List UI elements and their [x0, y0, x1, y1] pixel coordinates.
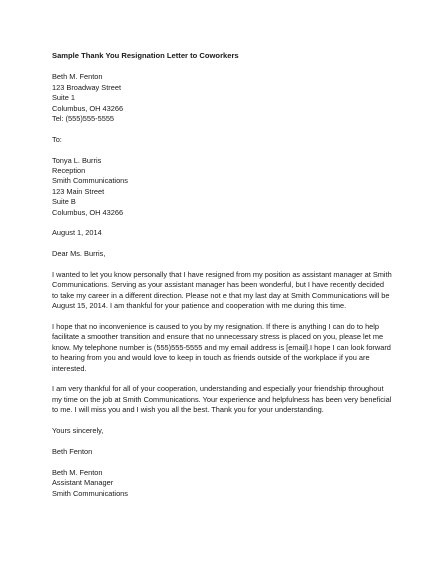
- recipient-city: Columbus, OH 43266: [52, 207, 124, 217]
- signoff-company: Smith Communications: [52, 488, 128, 498]
- sender-name: Beth M. Fenton: [52, 72, 103, 82]
- signoff-block: [52, 468, 392, 499]
- sender-tel: Tel: (555)555-5555: [52, 114, 115, 124]
- recipient-street: 123 Main Street: [52, 186, 105, 196]
- recipient-company: Smith Communications: [52, 176, 128, 186]
- signoff-title: Assistant Manager: [52, 478, 114, 488]
- paragraph-1: I wanted to let you know personally that I have resigned from my position as assistant manager at Smith Communications. Serving as your assistant manager has been wonderful, but I have recently decided to take my career in a different direction. Please not e that my last day at Smith Communications will be August 15, 2014. I am thankful for your patience and cooperation with me during this time.: [52, 270, 392, 311]
- paragraph-3: I am very thankful for all of your cooperation, understanding and especially your friendship throughout my time on the job at Smith Communications. Your experience and helpfulness has been very beneficial to me. I will miss you and I wish you all the best. Thank you for your understanding.: [52, 384, 392, 415]
- salutation: Dear Ms. Burris,: [52, 249, 106, 259]
- recipient-name: Tonya L. Burris: [52, 155, 102, 165]
- closing: Yours sincerely,: [52, 426, 104, 436]
- recipient-address: [52, 156, 392, 218]
- sender-street: 123 Broadway Street: [52, 82, 122, 92]
- sender-city: Columbus, OH 43266: [52, 103, 124, 113]
- signoff-name: Beth M. Fenton: [52, 467, 103, 477]
- letter-date: August 1, 2014: [52, 228, 102, 238]
- recipient-suite: Suite B: [52, 197, 76, 207]
- sender-suite: Suite 1: [52, 93, 76, 103]
- document-title: Sample Thank You Resignation Letter to Coworkers: [52, 51, 239, 60]
- sender-address: [52, 72, 392, 124]
- paragraph-2: I hope that no inconvenience is caused to you by my resignation. If there is anything I can do to help facilitate a smoother transition and ensure that no unnecessary stress is placed on you, please let me know. My telephone number is (555)555-5555 and my email address is [email].I hope I can look forward to hearing from you and would love to keep in touch as friends outside of the workplace if you are interested.: [52, 322, 391, 373]
- signature-name: Beth Fenton: [52, 446, 93, 456]
- to-label: To:: [52, 134, 62, 144]
- recipient-dept: Reception: [52, 166, 86, 176]
- letter-body: [52, 51, 392, 499]
